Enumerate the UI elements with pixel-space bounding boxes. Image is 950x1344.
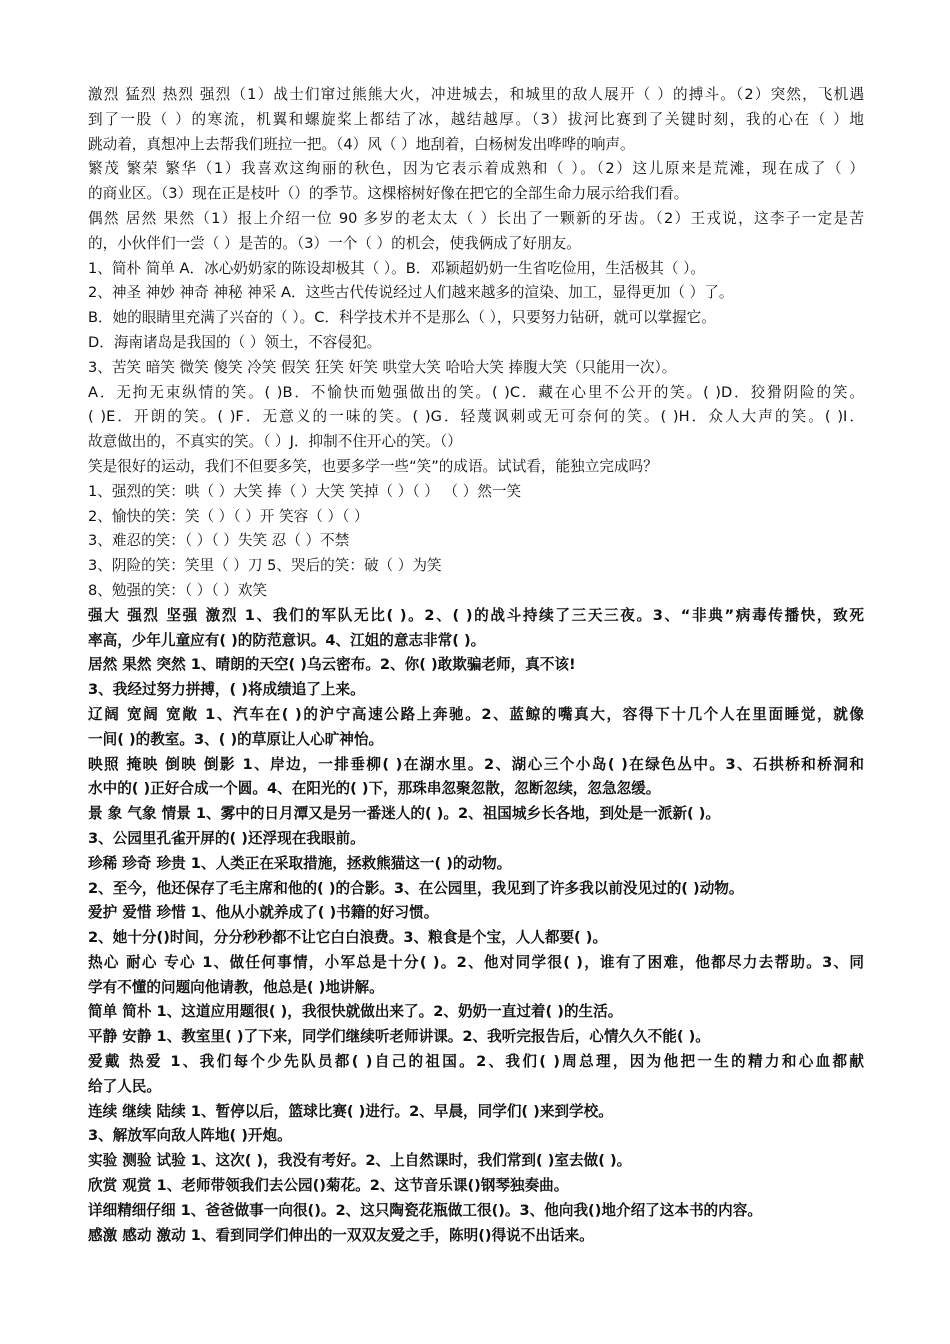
text-line: 偶然 居然 果然（1）报上介绍一位 90 多岁的老太太（ ）长出了一颗新的牙齿。（2）王戎说，这李子一定是苦 (88, 209, 864, 227)
text-line: D．海南诸岛是我国的（ ）领土，不容侵犯。 (88, 333, 382, 351)
text-line: 3、我经过努力拼搏，( )将成绩追了上来。 (88, 681, 365, 699)
text-line: 3、公园里孔雀开屏的( )还浮现在我眼前。 (88, 829, 365, 847)
text-line: 欣赏 观赏 1、老师带领我们去公园()菊花。2、这节音乐课()钢琴独奏曲。 (88, 1177, 569, 1195)
text-line: 实验 测验 试验 1、这次( )，我没有考好。2、上自然课时，我们常到( )室去做( )。 (88, 1152, 632, 1170)
text-line: 2、愉快的笑：笑（ ）（ ）开 笑容（ ）（ ） (88, 507, 369, 525)
text-line: 平静 安静 1、教室里( )了下来，同学们继续听老师讲课。2、我听完报告后，心情久久不能( )。 (88, 1028, 710, 1046)
text-line: 连续 继续 陆续 1、暂停以后，篮球比赛( )进行。2、早晨，同学们( )来到学校。 (88, 1102, 613, 1120)
text-line: 热心 耐心 专心 1、做任何事情，小军总是十分( )。2、他对同学很( )，谁有了困难，他都尽力去帮助。3、同 (88, 953, 864, 971)
text-line: 强大 强烈 坚强 激烈 1、我们的军队无比( )。2、( )的战斗持续了三天三夜。3、“非典”病毒传播快，致死 (88, 606, 864, 624)
text-line: 珍稀 珍奇 珍贵 1、人类正在采取措施，拯救熊猫这一( )的动物。 (88, 854, 512, 872)
text-line: 8、勉强的笑：（ ）（ ）欢笑 (88, 581, 268, 599)
text-line: 2、神圣 神妙 神奇 神秘 神采 A．这些古代传说经过人们越来越多的渲染、加工，显得更加（ ）了。 (88, 284, 734, 302)
text-line: 学有不懂的问题向他请教，他总是( )地讲解。 (88, 978, 384, 996)
text-line: 1、强烈的笑：哄（ ）大笑 捧（ ）大笑 笑掉（ ）（ ） （ ）然一笑 (88, 482, 522, 500)
text-line: 水中的( )正好合成一个圆。4、在阳光的( )下，那珠串忽聚忽散，忽断忽续，忽急忽缓。 (88, 780, 661, 798)
text-line: 爱护 爱惜 珍惜 1、他从小就养成了( )书籍的好习惯。 (88, 904, 439, 922)
text-line: ( )E．开朗的笑。( )F．无意义的一味的笑。( )G．轻蔑讽刺或无可奈何的笑。( )H．众人大声的笑。( )I． (88, 408, 864, 426)
text-line: 简单 简朴 1、这道应用题很( )，我很快就做出来了。2、奶奶一直过着( )的生活。 (88, 1003, 623, 1021)
text-line: 率高，少年儿童应有( )的防范意识。4、江姐的意志非常( )。 (88, 631, 486, 649)
text-line: 3、阴险的笑：笑里（ ）刀 5、哭后的笑：破（ ）为笑 (88, 557, 442, 575)
text-line: 感激 感动 激动 1、看到同学们伸出的一双双友爱之手，陈明()得说不出话来。 (88, 1226, 594, 1244)
text-line: 给了人民。 (88, 1077, 161, 1095)
text-line: 映照 掩映 倒映 倒影 1、岸边，一排垂柳( )在湖水里。2、湖心三个小岛( )在绿色丛中。3、石拱桥和桥洞和 (88, 755, 864, 773)
document-page (88, 83, 864, 1248)
text-line: 的商业区。（3）现在正是枝叶（）的季节。这棵榕树好像在把它的全部生命力展示给我们看。 (88, 185, 689, 203)
text-line: 详细精细仔细 1、爸爸做事一向很()。2、这只陶瓷花瓶做工很()。3、他向我()地介绍了这本书的内容。 (88, 1201, 762, 1219)
text-line: 3、苦笑 暗笑 微笑 傻笑 冷笑 假笑 狂笑 奸笑 哄堂大笑 哈哈大笑 捧腹大笑（只能用一次）。 (88, 358, 677, 376)
text-line: 居然 果然 突然 1、晴朗的天空( )乌云密布。2、你( )敢欺骗老师，真不该! (88, 656, 576, 674)
text-line: 跳动着，真想冲上去帮我们班拉一把。（4）风（ ）地刮着，白杨树发出哗哗的响声。 (88, 135, 635, 153)
text-line: 的，小伙伴们一尝（ ）是苦的。（3）一个（ ）的机会，使我俩成了好朋友。 (88, 234, 581, 252)
text-line: 2、至今，他还保存了毛主席和他的( )的合影。3、在公园里，我见到了许多我以前没见过的( )动物。 (88, 879, 744, 897)
text-line: 爱戴 热爱 1、我们每个少先队员都( )自己的祖国。2、我们( )周总理，因为他把一生的精力和心血都献 (88, 1053, 864, 1071)
text-line: A．无拘无束纵情的笑。( )B．不愉快而勉强做出的笑。( )C．藏在心里不公开的笑。( )D．狡猾阴险的笑。 (88, 383, 864, 401)
text-line: B．她的眼睛里充满了兴奋的（ ）。C．科学技术并不是那么（ ），只要努力钻研，就可以掌握它。 (88, 309, 716, 327)
text-line: 2、她十分()时间，分分秒秒都不让它白白浪费。3、粮食是个宝，人人都要( )。 (88, 929, 608, 947)
text-line: 景 象 气象 情景 1、雾中的日月潭又是另一番迷人的( )。2、祖国城乡长各地，到处是一派新( )。 (88, 805, 721, 823)
text-line: 笑是很好的运动，我们不但要多笑，也要多学一些“笑”的成语。试试看，能独立完成吗？ (88, 457, 658, 475)
text-line: 3、解放军向敌人阵地( )开炮。 (88, 1127, 292, 1145)
text-line: 到了一股（ ）的寒流，机翼和螺旋桨上都结了冰，越结越厚。（3）拔河比赛到了关键时刻，我的心在（ ）地 (88, 110, 864, 128)
text-line: 一间( )的教室。3、( )的草原让人心旷神怡。 (88, 730, 384, 748)
text-line: 激烈 猛烈 热烈 强烈（1）战士们窜过熊熊大火，冲进城去，和城里的敌人展开（ ）的搏斗。（2）突然，飞机遇 (88, 86, 864, 103)
text-line: 1、简朴 简单 A．冰心奶奶家的陈设却极其（ ）。B．邓颖超奶奶一生省吃俭用，生活极其（ ）。 (88, 259, 705, 277)
text-line: 故意做出的，不真实的笑。（ ）J．抑制不住开心的笑。（） (88, 433, 462, 451)
text-line: 繁茂 繁荣 繁华（1）我喜欢这绚丽的秋色，因为它表示着成熟和（ ）。（2）这儿原来是荒滩，现在成了（ ） (88, 160, 864, 178)
text-line: 辽阔 宽阔 宽敞 1、汽车在( )的沪宁高速公路上奔驰。2、蓝鲸的嘴真大，容得下十几个人在里面睡觉，就像 (88, 705, 864, 723)
text-line: 3、难忍的笑：（ ）（ ）失笑 忍（ ）不禁 (88, 532, 350, 550)
